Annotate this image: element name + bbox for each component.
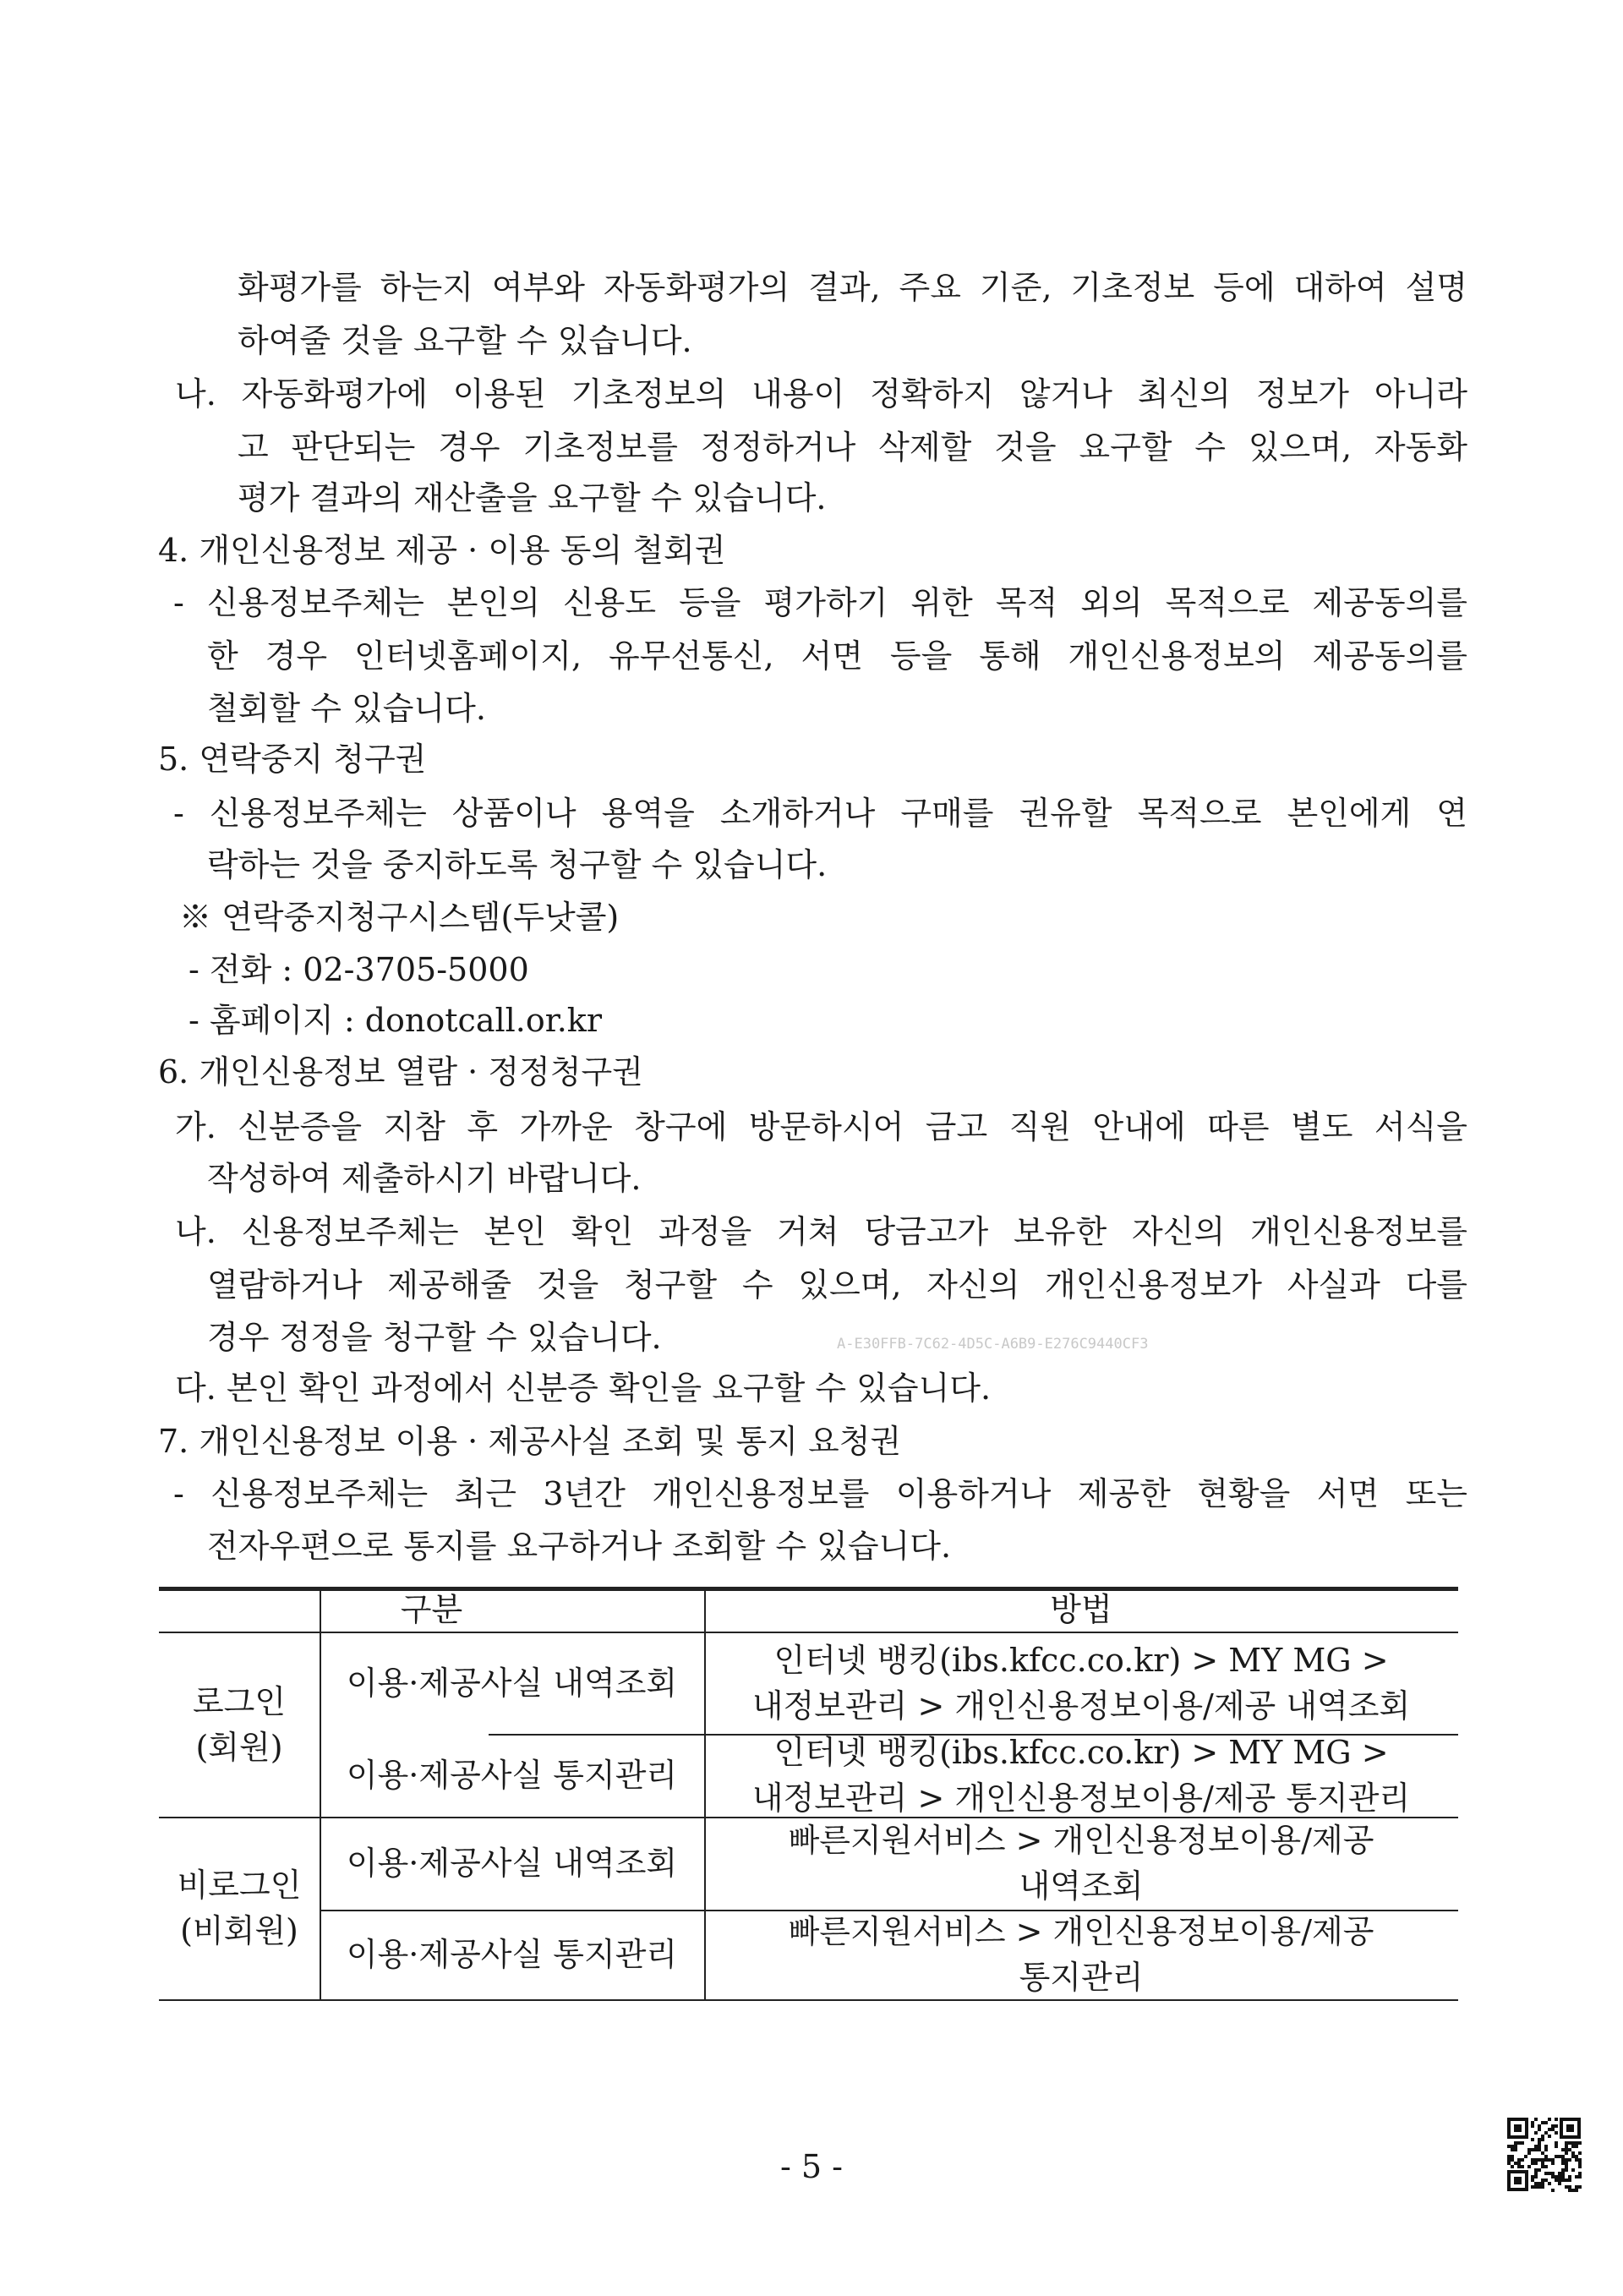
body-line: - 신용정보주체는 본인의 신용도 등을 평가하기 위한 목적 외의 목적으로 제공동의를 bbox=[173, 584, 1467, 621]
body-line: - 신용정보주체는 상품이나 용역을 소개하거나 구매를 권유할 목적으로 본인에게 연 bbox=[173, 795, 1467, 832]
method-table bbox=[159, 1587, 1458, 2001]
body-line: 평가 결과의 재산출을 요구할 수 있습니다. bbox=[238, 479, 827, 517]
body-line: 열람하거나 제공해줄 것을 청구할 수 있으며, 자신의 개인신용정보가 사실과 다를 bbox=[207, 1266, 1467, 1304]
method-line-1: 빠른지원서비스 > 개인신용정보이용/제공 bbox=[788, 1913, 1374, 1950]
body-line: 5. 연락중지 청구권 bbox=[158, 741, 427, 778]
method-line-1: 인터넷 뱅킹(ibs.kfcc.co.kr) > MY MG > bbox=[773, 1641, 1389, 1679]
body-line: 고 판단되는 경우 기초정보를 정정하거나 삭제할 것을 요구할 수 있으며, 자동화 bbox=[238, 429, 1467, 466]
group-name: 비로그인 bbox=[177, 1867, 302, 1904]
document-watermark: A-E30FFB-7C62-4D5C-A6B9-E276C9440CF3 bbox=[837, 1336, 1149, 1353]
body-line: - 신용정보주체는 최근 3년간 개인신용정보를 이용하거나 제공한 현황을 서면 또는 bbox=[173, 1475, 1467, 1512]
table-header-category: 구분 bbox=[400, 1590, 463, 1628]
body-line: 하여줄 것을 요구할 수 있습니다. bbox=[238, 322, 692, 359]
body-line: 6. 개인신용정보 열람 · 정정청구권 bbox=[158, 1053, 643, 1091]
page-number: - 5 - bbox=[779, 2148, 843, 2185]
body-line: 화평가를 하는지 여부와 자동화평가의 결과, 주요 기준, 기초정보 등에 대하여 설명 bbox=[238, 269, 1467, 306]
group-sub: (회원) bbox=[195, 1728, 283, 1766]
body-line: 다. 본인 확인 과정에서 신분증 확인을 요구할 수 있습니다. bbox=[175, 1369, 992, 1407]
table-method bbox=[704, 1734, 1458, 1817]
group-name: 로그인 bbox=[192, 1682, 287, 1720]
method-line-2: 내정보관리 > 개인신용정보이용/제공 통지관리 bbox=[751, 1779, 1411, 1817]
method-line-1: 빠른지원서비스 > 개인신용정보이용/제공 bbox=[788, 1822, 1374, 1859]
body-line: 나. 자동화평가에 이용된 기초정보의 내용이 정확하지 않거나 최신의 정보가 아니라 bbox=[175, 375, 1467, 413]
table-method bbox=[704, 1910, 1458, 1999]
body-line: 경우 정정을 청구할 수 있습니다. bbox=[207, 1319, 662, 1356]
body-line: 전자우편으로 통지를 요구하거나 조회할 수 있습니다. bbox=[207, 1528, 952, 1565]
body-line: 나. 신용정보주체는 본인 확인 과정을 거쳐 당금고가 보유한 자신의 개인신용정보를 bbox=[175, 1213, 1467, 1250]
table-item: 이용·제공사실 통지관리 bbox=[346, 1757, 678, 1794]
table-group-login bbox=[159, 1632, 320, 1817]
table-item: 이용·제공사실 통지관리 bbox=[346, 1936, 678, 1973]
method-line-2: 내정보관리 > 개인신용정보이용/제공 내역조회 bbox=[751, 1686, 1411, 1725]
table-method bbox=[704, 1817, 1458, 1910]
body-line: 철회할 수 있습니다. bbox=[207, 690, 486, 727]
table-item: 이용·제공사실 내역조회 bbox=[346, 1664, 678, 1702]
table-header-method: 방법 bbox=[1050, 1590, 1112, 1628]
table-method bbox=[704, 1632, 1458, 1734]
body-line: ※ 연락중지청구시스템(두낫콜) bbox=[179, 899, 620, 936]
method-line-2: 통지관리 bbox=[1019, 1959, 1144, 1996]
method-line-2: 내역조회 bbox=[1019, 1867, 1144, 1905]
qr-code-icon bbox=[1506, 2116, 1582, 2193]
body-line: 한 경우 인터넷홈페이지, 유무선통신, 서면 등을 통해 개인신용정보의 제공동의를 bbox=[207, 637, 1467, 675]
group-sub: (비회원) bbox=[180, 1912, 298, 1949]
body-line: - 홈페이지 : donotcall.or.kr bbox=[189, 1002, 602, 1039]
table-group-guest bbox=[159, 1817, 320, 1999]
body-line: 작성하여 제출하시기 바랍니다. bbox=[207, 1160, 642, 1197]
body-line: 락하는 것을 중지하도록 청구할 수 있습니다. bbox=[207, 846, 828, 883]
body-line: - 전화 : 02-3705-5000 bbox=[189, 951, 529, 988]
method-line-1: 인터넷 뱅킹(ibs.kfcc.co.kr) > MY MG > bbox=[773, 1734, 1389, 1771]
body-line: 7. 개인신용정보 이용 · 제공사실 조회 및 통지 요청권 bbox=[158, 1423, 902, 1460]
body-line: 가. 신분증을 지참 후 가까운 창구에 방문하시어 금고 직원 안내에 따른 별도 서식을 bbox=[175, 1108, 1467, 1145]
body-line: 4. 개인신용정보 제공 · 이용 동의 철회권 bbox=[158, 532, 726, 569]
table-item: 이용·제공사실 내역조회 bbox=[346, 1845, 678, 1882]
